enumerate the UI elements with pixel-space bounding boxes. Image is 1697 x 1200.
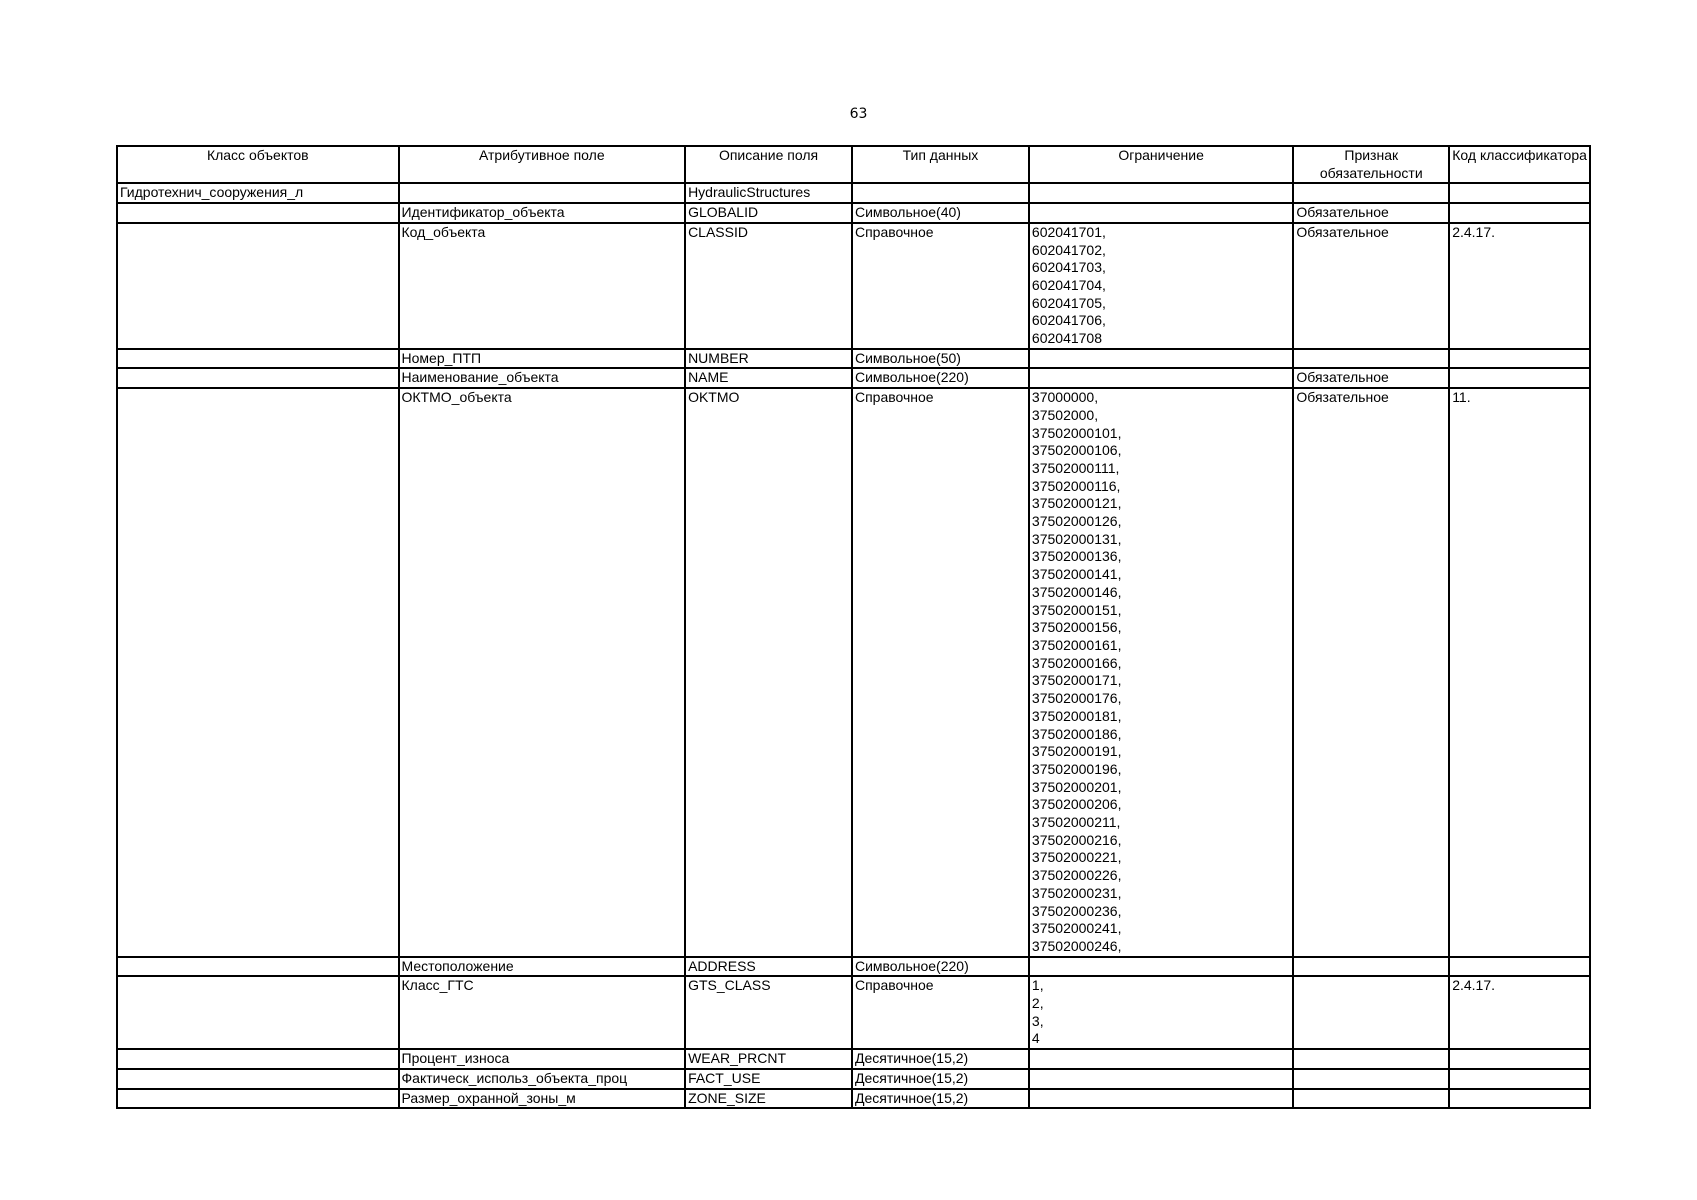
cell-mandatory-flag: [1293, 1089, 1449, 1109]
cell-data-type: Справочное: [852, 388, 1029, 957]
cell-classifier-code: [1449, 349, 1590, 369]
cell-data-type: Символьное(220): [852, 368, 1029, 388]
cell-classifier-code: [1449, 183, 1590, 203]
cell-mandatory-flag: [1293, 1049, 1449, 1069]
cell-constraint: [1029, 349, 1293, 369]
cell-data-type: Десятичное(15,2): [852, 1069, 1029, 1089]
cell-object-class: [117, 957, 399, 977]
table-row: [117, 368, 1590, 388]
header-object-class: Класс объектов: [117, 146, 399, 183]
table-row: [117, 1069, 1590, 1089]
cell-field-description: HydraulicStructures: [685, 183, 852, 203]
table-row: [117, 183, 1590, 203]
table-row: [117, 223, 1590, 349]
cell-mandatory-flag: Обязательное: [1293, 203, 1449, 223]
cell-mandatory-flag: [1293, 183, 1449, 203]
table-row: [117, 388, 1590, 957]
header-mandatory-flag: Признак обязательности: [1293, 146, 1449, 183]
cell-mandatory-flag: Обязательное: [1293, 388, 1449, 957]
cell-field-description: FACT_USE: [685, 1069, 852, 1089]
cell-mandatory-flag: [1293, 957, 1449, 977]
cell-classifier-code: 11.: [1449, 388, 1590, 957]
cell-attribute-field: [399, 183, 686, 203]
cell-field-description: GTS_CLASS: [685, 976, 852, 1049]
cell-constraint: [1029, 957, 1293, 977]
cell-data-type: Символьное(40): [852, 203, 1029, 223]
cell-mandatory-flag: Обязательное: [1293, 368, 1449, 388]
cell-object-class: [117, 1069, 399, 1089]
cell-attribute-field: Процент_износа: [399, 1049, 686, 1069]
cell-data-type: Десятичное(15,2): [852, 1049, 1029, 1069]
header-attribute-field: Атрибутивное поле: [399, 146, 686, 183]
cell-mandatory-flag: [1293, 976, 1449, 1049]
table-header-row: [117, 146, 1590, 183]
cell-constraint: [1029, 203, 1293, 223]
cell-object-class: [117, 1049, 399, 1069]
cell-attribute-field: Класс_ГТС: [399, 976, 686, 1049]
cell-constraint: [1029, 1089, 1293, 1109]
table-row: [117, 1049, 1590, 1069]
cell-constraint: [1029, 1049, 1293, 1069]
cell-object-class: [117, 223, 399, 349]
cell-classifier-code: 2.4.17.: [1449, 223, 1590, 349]
cell-attribute-field: Размер_охранной_зоны_м: [399, 1089, 686, 1109]
cell-field-description: WEAR_PRCNT: [685, 1049, 852, 1069]
page-number: 63: [849, 106, 868, 122]
cell-data-type: Справочное: [852, 223, 1029, 349]
cell-field-description: GLOBALID: [685, 203, 852, 223]
cell-classifier-code: [1449, 368, 1590, 388]
cell-classifier-code: [1449, 1069, 1590, 1089]
cell-attribute-field: Идентификатор_объекта: [399, 203, 686, 223]
header-field-description: Описание поля: [685, 146, 852, 183]
cell-field-description: NUMBER: [685, 349, 852, 369]
header-constraint: Ограничение: [1029, 146, 1293, 183]
cell-mandatory-flag: Обязательное: [1293, 223, 1449, 349]
cell-mandatory-flag: [1293, 1069, 1449, 1089]
cell-object-class: [117, 349, 399, 369]
table-row: [117, 349, 1590, 369]
cell-data-type: Десятичное(15,2): [852, 1089, 1029, 1109]
table-row: [117, 976, 1590, 1049]
cell-data-type: Символьное(220): [852, 957, 1029, 977]
cell-object-class: [117, 203, 399, 223]
table-row: [117, 1089, 1590, 1109]
cell-data-type: Справочное: [852, 976, 1029, 1049]
cell-field-description: ZONE_SIZE: [685, 1089, 852, 1109]
table-row: [117, 203, 1590, 223]
cell-field-description: CLASSID: [685, 223, 852, 349]
cell-classifier-code: [1449, 957, 1590, 977]
cell-data-type: [852, 183, 1029, 203]
cell-attribute-field: Номер_ПТП: [399, 349, 686, 369]
cell-classifier-code: [1449, 1049, 1590, 1069]
cell-object-class: Гидротехнич_сооружения_л: [117, 183, 399, 203]
cell-classifier-code: 2.4.17.: [1449, 976, 1590, 1049]
cell-constraint: 37000000, 37502000, 37502000101, 37502000106, 37502000111, 37502000116, 37502000121, 37502000126, 37502000131, 37502000136, 37502000141, 37502000146, 37502000151, 37502000156, 37502000161, 37502000166, 37502000171, 37502000176, 37502000181, 37502000186, 37502000191, 37502000196, 37502000201, 37502000206, 37502000211, 37502000216, 37502000221, 37502000226, 37502000231, 37502000236, 37502000241, 37502000246,: [1029, 388, 1293, 957]
cell-object-class: [117, 368, 399, 388]
cell-object-class: [117, 976, 399, 1049]
cell-attribute-field: Местоположение: [399, 957, 686, 977]
attribute-table: [116, 145, 1591, 1109]
cell-field-description: OKTMO: [685, 388, 852, 957]
cell-constraint: 1, 2, 3, 4: [1029, 976, 1293, 1049]
cell-constraint: [1029, 368, 1293, 388]
cell-constraint: [1029, 183, 1293, 203]
cell-object-class: [117, 1089, 399, 1109]
cell-constraint: 602041701, 602041702, 602041703, 602041704, 602041705, 602041706, 602041708: [1029, 223, 1293, 349]
cell-data-type: Символьное(50): [852, 349, 1029, 369]
cell-attribute-field: Наименование_объекта: [399, 368, 686, 388]
cell-classifier-code: [1449, 203, 1590, 223]
header-data-type: Тип данных: [852, 146, 1029, 183]
cell-attribute-field: Фактическ_использ_объекта_проц: [399, 1069, 686, 1089]
cell-mandatory-flag: [1293, 349, 1449, 369]
cell-attribute-field: ОКТМО_объекта: [399, 388, 686, 957]
cell-field-description: ADDRESS: [685, 957, 852, 977]
cell-field-description: NAME: [685, 368, 852, 388]
cell-object-class: [117, 388, 399, 957]
cell-attribute-field: Код_объекта: [399, 223, 686, 349]
cell-constraint: [1029, 1069, 1293, 1089]
cell-classifier-code: [1449, 1089, 1590, 1109]
header-classifier-code: Код классификатора: [1449, 146, 1590, 183]
table-row: [117, 957, 1590, 977]
